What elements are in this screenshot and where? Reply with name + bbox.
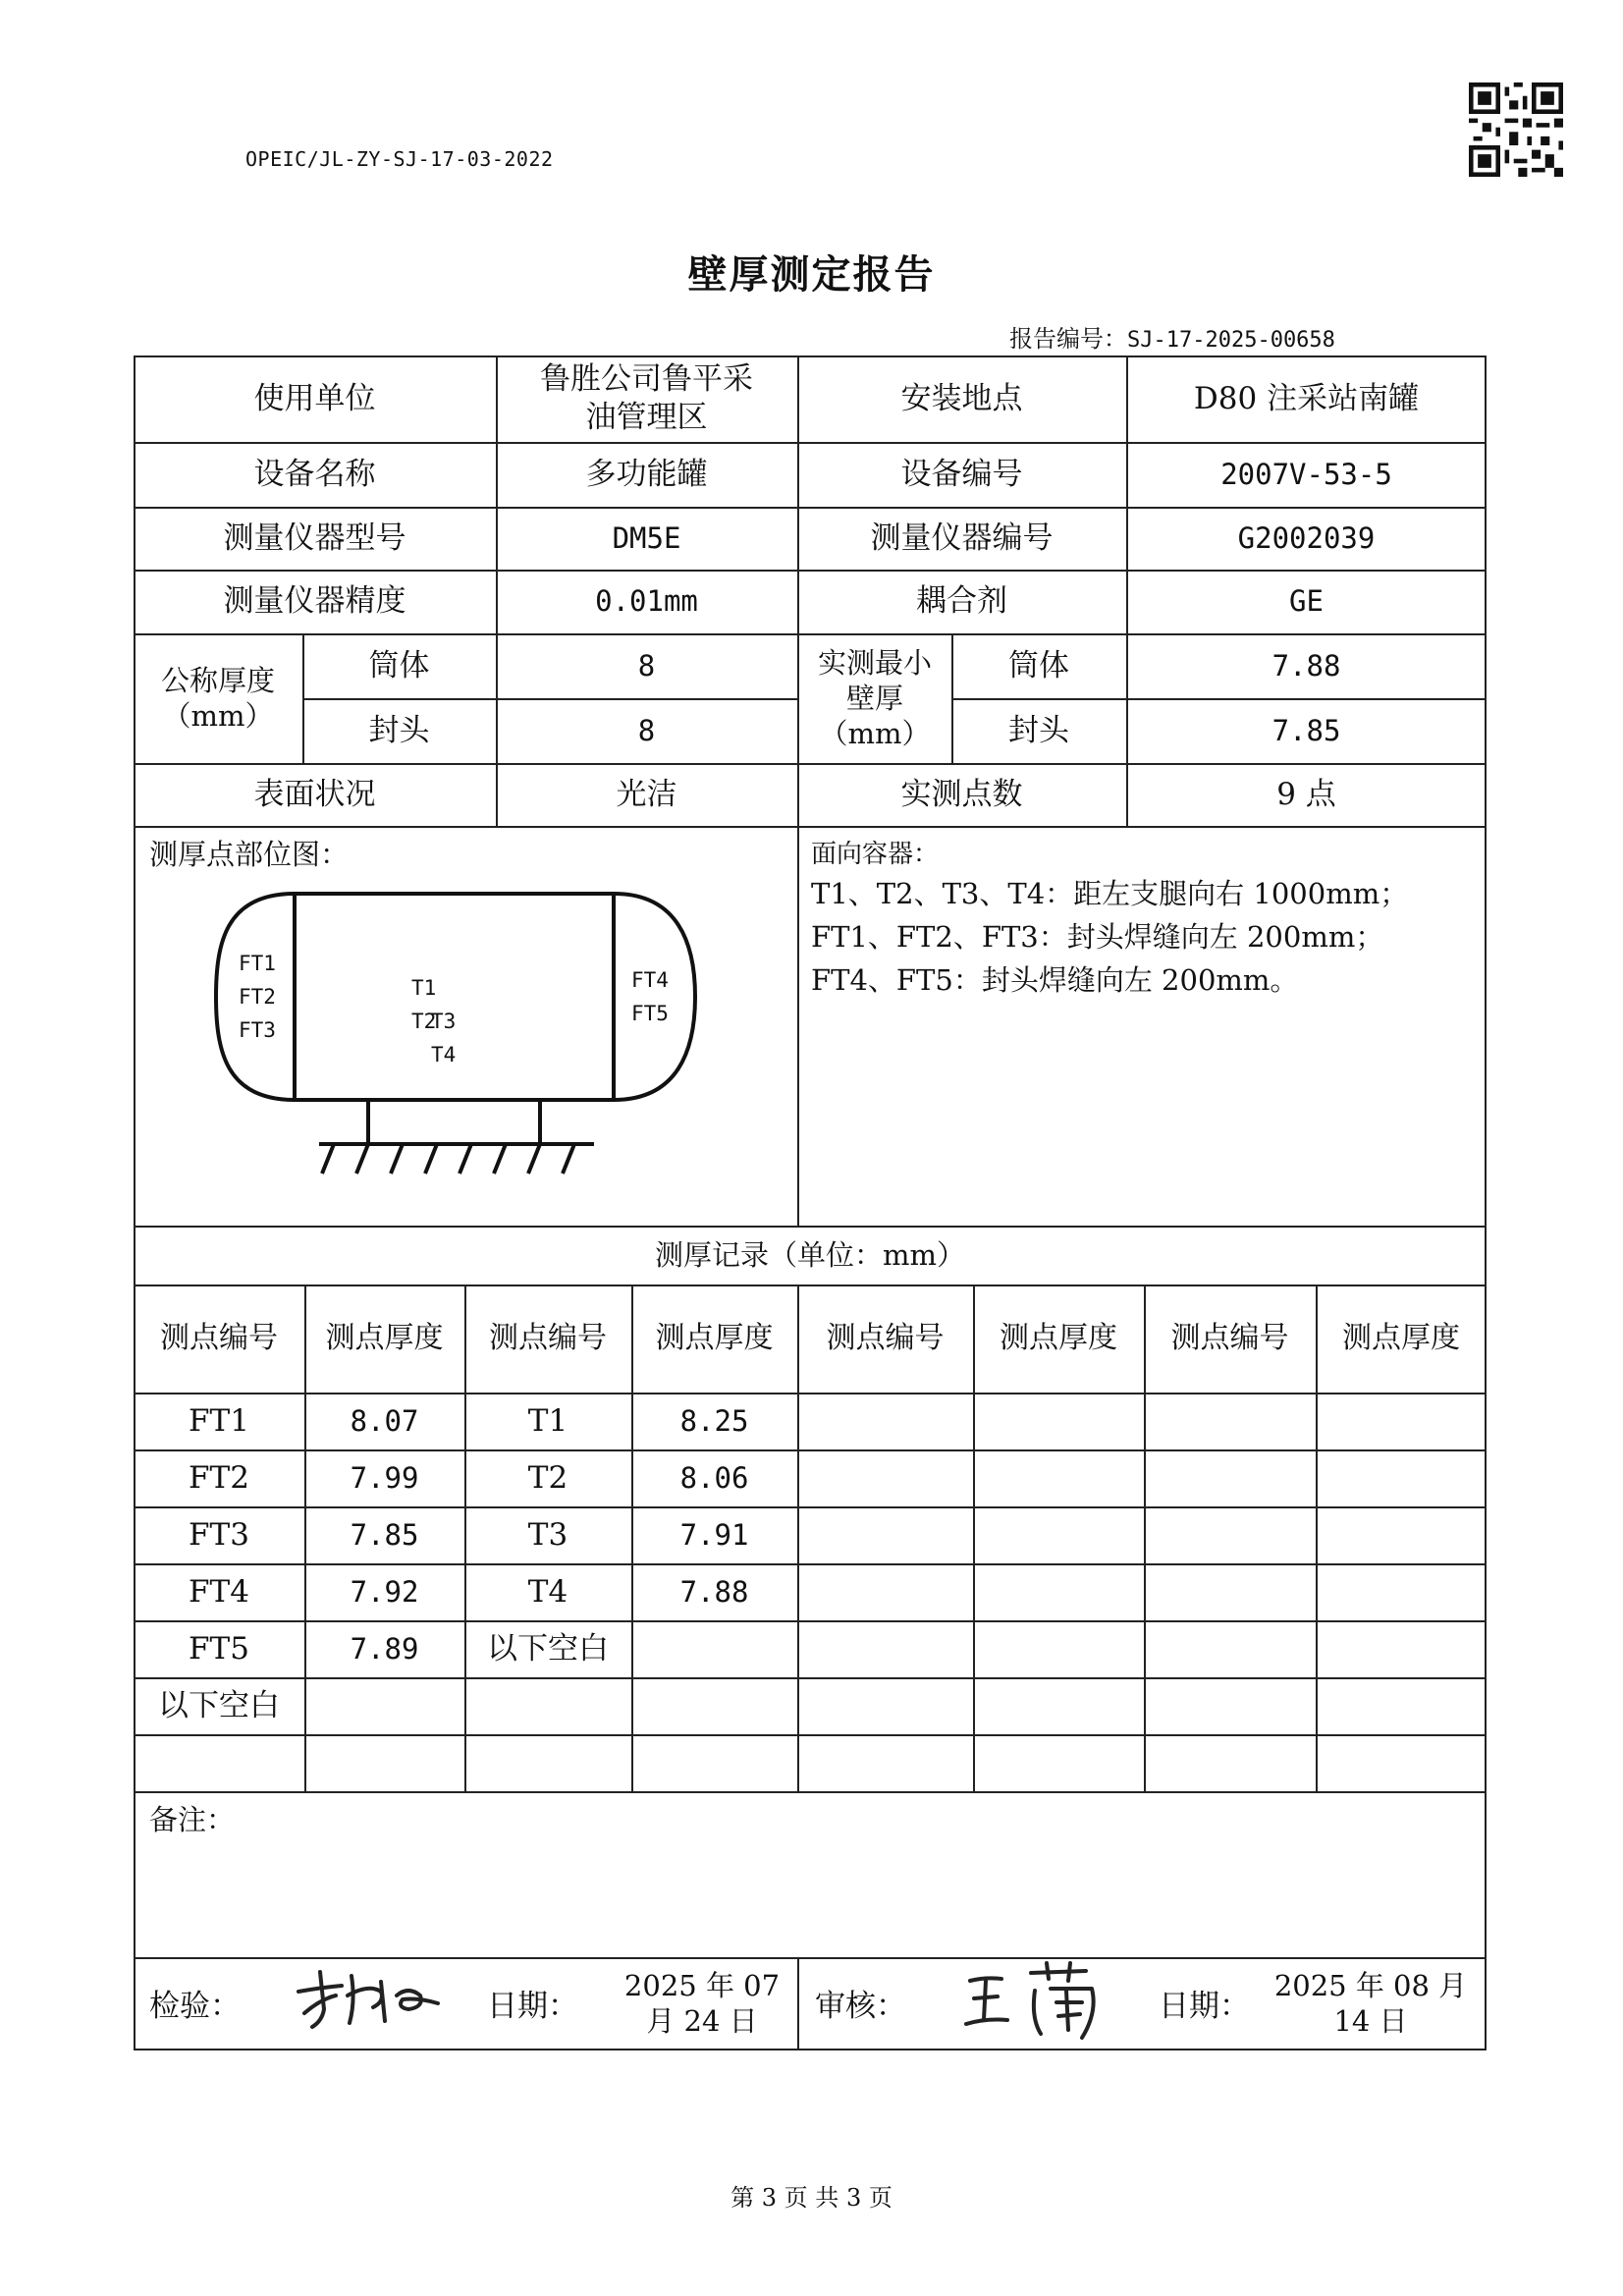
review-date: 2025 年 08 月 14 日 xyxy=(1273,1968,1468,2038)
col-header-point: 测点编号 xyxy=(489,1321,607,1356)
record-thickness-cell: 7.91 xyxy=(679,1517,749,1552)
record-point-cell xyxy=(797,1677,973,1734)
record-thickness-cell xyxy=(1316,1506,1487,1563)
orientation-notes xyxy=(811,837,1408,1002)
surface-label: 表面状况 xyxy=(253,776,376,812)
record-thickness-cell xyxy=(631,1734,797,1791)
record-point-cell: T2 xyxy=(527,1459,568,1496)
precision-label: 测量仪器精度 xyxy=(223,583,406,620)
points-label: 实测点数 xyxy=(900,776,1023,812)
record-point-cell xyxy=(1144,1449,1316,1506)
record-thickness-cell: 7.88 xyxy=(679,1574,749,1609)
instrument-no-value: G2002039 xyxy=(1237,520,1376,555)
point-label-t2: T2 xyxy=(411,1010,437,1033)
record-thickness-cell xyxy=(1316,1677,1487,1734)
report-number-label: 报告编号： xyxy=(1009,325,1127,353)
nominal-head-value: 8 xyxy=(637,713,656,747)
page-footer: 第 3 页 共 3 页 xyxy=(730,2184,893,2212)
vessel-diagram xyxy=(206,884,717,1198)
review-label: 审核： xyxy=(815,1988,906,2024)
record-point-cell: 以下空白 xyxy=(158,1687,280,1723)
record-thickness-cell: 7.99 xyxy=(350,1460,419,1495)
record-point-cell: 以下空白 xyxy=(487,1630,609,1667)
record-point-cell xyxy=(464,1677,631,1734)
surface-value: 光洁 xyxy=(616,776,677,812)
record-thickness-cell xyxy=(631,1677,797,1734)
record-point-cell xyxy=(797,1449,973,1506)
point-label-ft2: FT2 xyxy=(239,985,276,1009)
col-header-thickness: 测点厚度 xyxy=(1000,1321,1117,1356)
record-thickness-cell xyxy=(304,1677,464,1734)
location-value: D80 注采站南罐 xyxy=(1193,380,1420,416)
point-label-t1: T1 xyxy=(411,976,437,1000)
point-label-ft4: FT4 xyxy=(631,968,669,992)
record-point-cell xyxy=(464,1734,631,1791)
record-thickness-cell xyxy=(1316,1734,1487,1791)
record-thickness-cell xyxy=(973,1506,1144,1563)
orientation-title: 面向容器： xyxy=(811,840,940,869)
record-point-cell xyxy=(1144,1506,1316,1563)
min-head-label: 封头 xyxy=(1008,712,1069,748)
record-thickness-cell: 8.25 xyxy=(679,1403,749,1438)
record-thickness-cell xyxy=(1316,1449,1487,1506)
min-shell-value: 7.88 xyxy=(1271,648,1341,683)
col-header-point: 测点编号 xyxy=(160,1321,278,1356)
record-point-cell xyxy=(797,1506,973,1563)
record-thickness-cell xyxy=(973,1563,1144,1620)
instrument-no-label: 测量仪器编号 xyxy=(870,519,1054,556)
col-header-thickness: 测点厚度 xyxy=(325,1321,444,1356)
record-thickness-cell xyxy=(973,1677,1144,1734)
equipment-no-label: 设备编号 xyxy=(900,456,1023,492)
remarks-label: 备注： xyxy=(149,1803,236,1836)
col-header-point: 测点编号 xyxy=(1170,1321,1289,1356)
record-thickness-cell: 8.07 xyxy=(350,1403,419,1438)
diagram-title: 测厚点部位图： xyxy=(149,838,350,871)
point-label-ft1: FT1 xyxy=(239,952,276,975)
report-title: 壁厚测定报告 xyxy=(687,252,936,298)
orientation-line: FT4、FT5：封头焊缝向左 200mm。 xyxy=(811,963,1299,997)
nominal-head-label: 封头 xyxy=(368,712,430,748)
record-thickness-cell xyxy=(973,1449,1144,1506)
report-number xyxy=(1009,319,1335,354)
record-thickness-cell: 8.06 xyxy=(679,1460,749,1495)
inspect-date: 2025 年 07 月 24 日 xyxy=(623,1968,781,2038)
inspect-label: 检验： xyxy=(149,1988,241,2024)
nominal-shell-label: 筒体 xyxy=(368,647,430,683)
point-label-ft3: FT3 xyxy=(239,1018,276,1042)
record-point-cell: FT3 xyxy=(189,1516,249,1553)
record-thickness-cell xyxy=(631,1620,797,1677)
record-point-cell xyxy=(1144,1563,1316,1620)
orientation-line: FT1、FT2、FT3：封头焊缝向左 200mm； xyxy=(811,920,1384,954)
record-point-cell: T4 xyxy=(527,1573,568,1610)
record-point-cell: FT4 xyxy=(189,1573,249,1610)
record-thickness-cell xyxy=(973,1620,1144,1677)
location-label: 安装地点 xyxy=(900,380,1023,416)
record-point-cell xyxy=(797,1563,973,1620)
review-date-label: 日期： xyxy=(1159,1988,1250,2024)
instrument-model-value: DM5E xyxy=(612,520,681,555)
points-value: 9 点 xyxy=(1276,776,1336,812)
equipment-no-value: 2007V-53-5 xyxy=(1220,457,1392,491)
unit-label: 使用单位 xyxy=(253,380,376,416)
inspector-signature xyxy=(291,1962,448,2033)
report-number-value: SJ-17-2025-00658 xyxy=(1127,328,1335,353)
nominal-thickness-label: 公称厚度（mm） xyxy=(160,663,275,733)
inspect-date-label: 日期： xyxy=(487,1988,578,2024)
point-label-t4: T4 xyxy=(431,1043,457,1066)
qr-code xyxy=(1469,82,1563,177)
point-label-t3: T3 xyxy=(431,1010,457,1033)
reviewer-signature xyxy=(962,1959,1109,2043)
record-thickness-cell xyxy=(973,1734,1144,1791)
equipment-name-label: 设备名称 xyxy=(253,456,376,492)
record-point-cell: FT5 xyxy=(189,1630,249,1667)
document-code: OPEIC/JL-ZY-SJ-17-03-2022 xyxy=(245,147,554,171)
record-thickness-cell xyxy=(1316,1620,1487,1677)
point-label-ft5: FT5 xyxy=(631,1002,669,1025)
nominal-shell-value: 8 xyxy=(637,648,656,683)
record-point-cell: FT2 xyxy=(189,1459,249,1496)
instrument-model-label: 测量仪器型号 xyxy=(223,519,406,556)
record-thickness-cell xyxy=(973,1393,1144,1449)
record-thickness-cell: 7.92 xyxy=(350,1574,419,1609)
min-shell-label: 筒体 xyxy=(1008,647,1069,683)
remarks-value xyxy=(236,1802,1414,1841)
record-point-cell xyxy=(1144,1677,1316,1734)
record-thickness-cell xyxy=(1316,1563,1487,1620)
record-point-cell xyxy=(797,1393,973,1449)
min-thickness-label: 实测最小壁厚（mm） xyxy=(817,645,932,751)
record-point-cell xyxy=(797,1734,973,1791)
record-point-cell xyxy=(1144,1393,1316,1449)
orientation-line: T1、T2、T3、T4：距左支腿向右 1000mm； xyxy=(811,877,1409,910)
records-title: 测厚记录（单位：mm） xyxy=(655,1237,965,1272)
min-head-value: 7.85 xyxy=(1271,713,1341,747)
record-thickness-cell: 7.89 xyxy=(350,1631,419,1666)
record-point-cell xyxy=(1144,1620,1316,1677)
record-point-cell xyxy=(797,1620,973,1677)
record-thickness-cell: 7.85 xyxy=(350,1517,419,1552)
record-thickness-cell xyxy=(304,1734,464,1791)
couplant-value: GE xyxy=(1289,584,1324,619)
record-thickness-cell xyxy=(1316,1393,1487,1449)
col-header-thickness: 测点厚度 xyxy=(1342,1321,1460,1356)
record-point-cell xyxy=(134,1734,304,1791)
record-point-cell: T1 xyxy=(527,1402,568,1439)
couplant-label: 耦合剂 xyxy=(916,583,1007,620)
equipment-name-value: 多功能罐 xyxy=(585,456,708,492)
precision-value: 0.01mm xyxy=(595,584,698,619)
record-point-cell: T3 xyxy=(527,1516,568,1553)
unit-value: 鲁胜公司鲁平采油管理区 xyxy=(540,361,753,435)
col-header-point: 测点编号 xyxy=(826,1321,945,1356)
col-header-thickness: 测点厚度 xyxy=(655,1321,774,1356)
record-point-cell: FT1 xyxy=(189,1402,249,1439)
record-point-cell xyxy=(1144,1734,1316,1791)
